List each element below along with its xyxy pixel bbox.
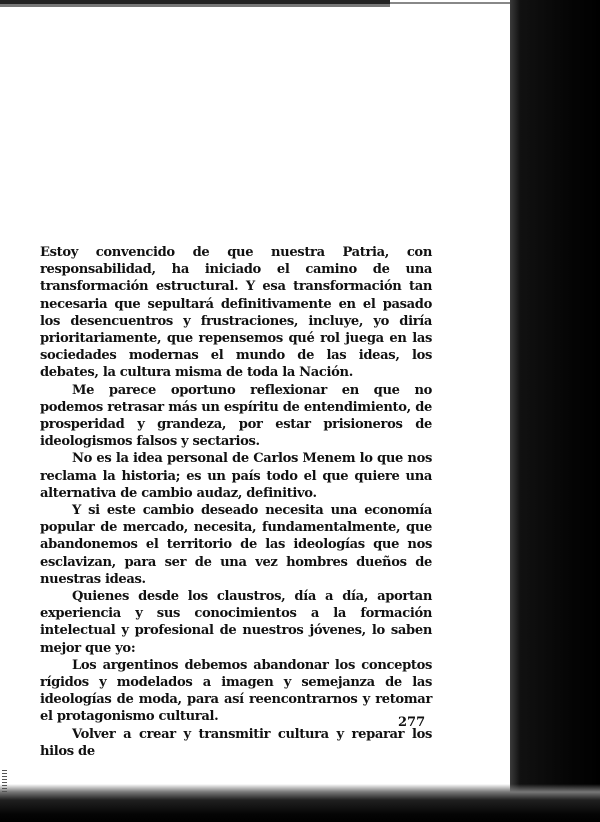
- top-edge-rule-thin: [390, 2, 510, 4]
- body-text: [40, 244, 432, 760]
- scan-shadow-right: [510, 0, 600, 822]
- scan-shadow-bottom: [0, 784, 600, 822]
- paragraph-7: Volver a crear y transmitir cultura y reparar los hilos de: [40, 726, 432, 759]
- paragraph-3: No es la idea personal de Carlos Menem lo que nos reclama la historia; es un país todo el que quiere una alternativa de cambio audaz, definitivo.: [40, 451, 432, 501]
- scan-speck: [2, 770, 7, 792]
- page-number: 277: [398, 715, 426, 730]
- paragraph-6: Los argentinos debemos abandonar los conceptos rígidos y modelados a imagen y semejanza de las ideologías de moda, para así reencontrarnos y retomar el protagonismo cultural.: [40, 657, 432, 725]
- paragraph-5: Quienes desde los claustros, día a día, aportan experiencia y sus conocimientos a la formación intelectual y profesional de nuestros jóvenes, lo saben mejor que yo:: [40, 589, 432, 656]
- paragraph-1: Estoy convencido de que nuestra Patria, con responsabilidad, ha iniciado el camino de una transformación estructural. Y esa transformación tan necesaria que sepultará definitivamente en el pasado los desencuentros y frustraciones, incluye, yo diría prioritariamente, que repensemos qué rol juega en las sociedades modernas el mundo de las ideas, los debates, la cultura misma de toda la Nación.: [40, 245, 432, 381]
- top-edge-rule: [0, 0, 390, 7]
- paragraph-2: Me parece oportuno reflexionar en que no podemos retrasar más un espíritu de entendimiento, de prosperidad y grandeza, por estar prisioneros de ideologismos falsos y sectarios.: [40, 382, 432, 450]
- paragraph-4: Y si este cambio deseado necesita una economía popular de mercado, necesita, fundamentalmente, que abandonemos el territorio de las ideologías que nos esclavizan, para ser de una vez hombres dueños de nuestras ideas.: [40, 503, 432, 587]
